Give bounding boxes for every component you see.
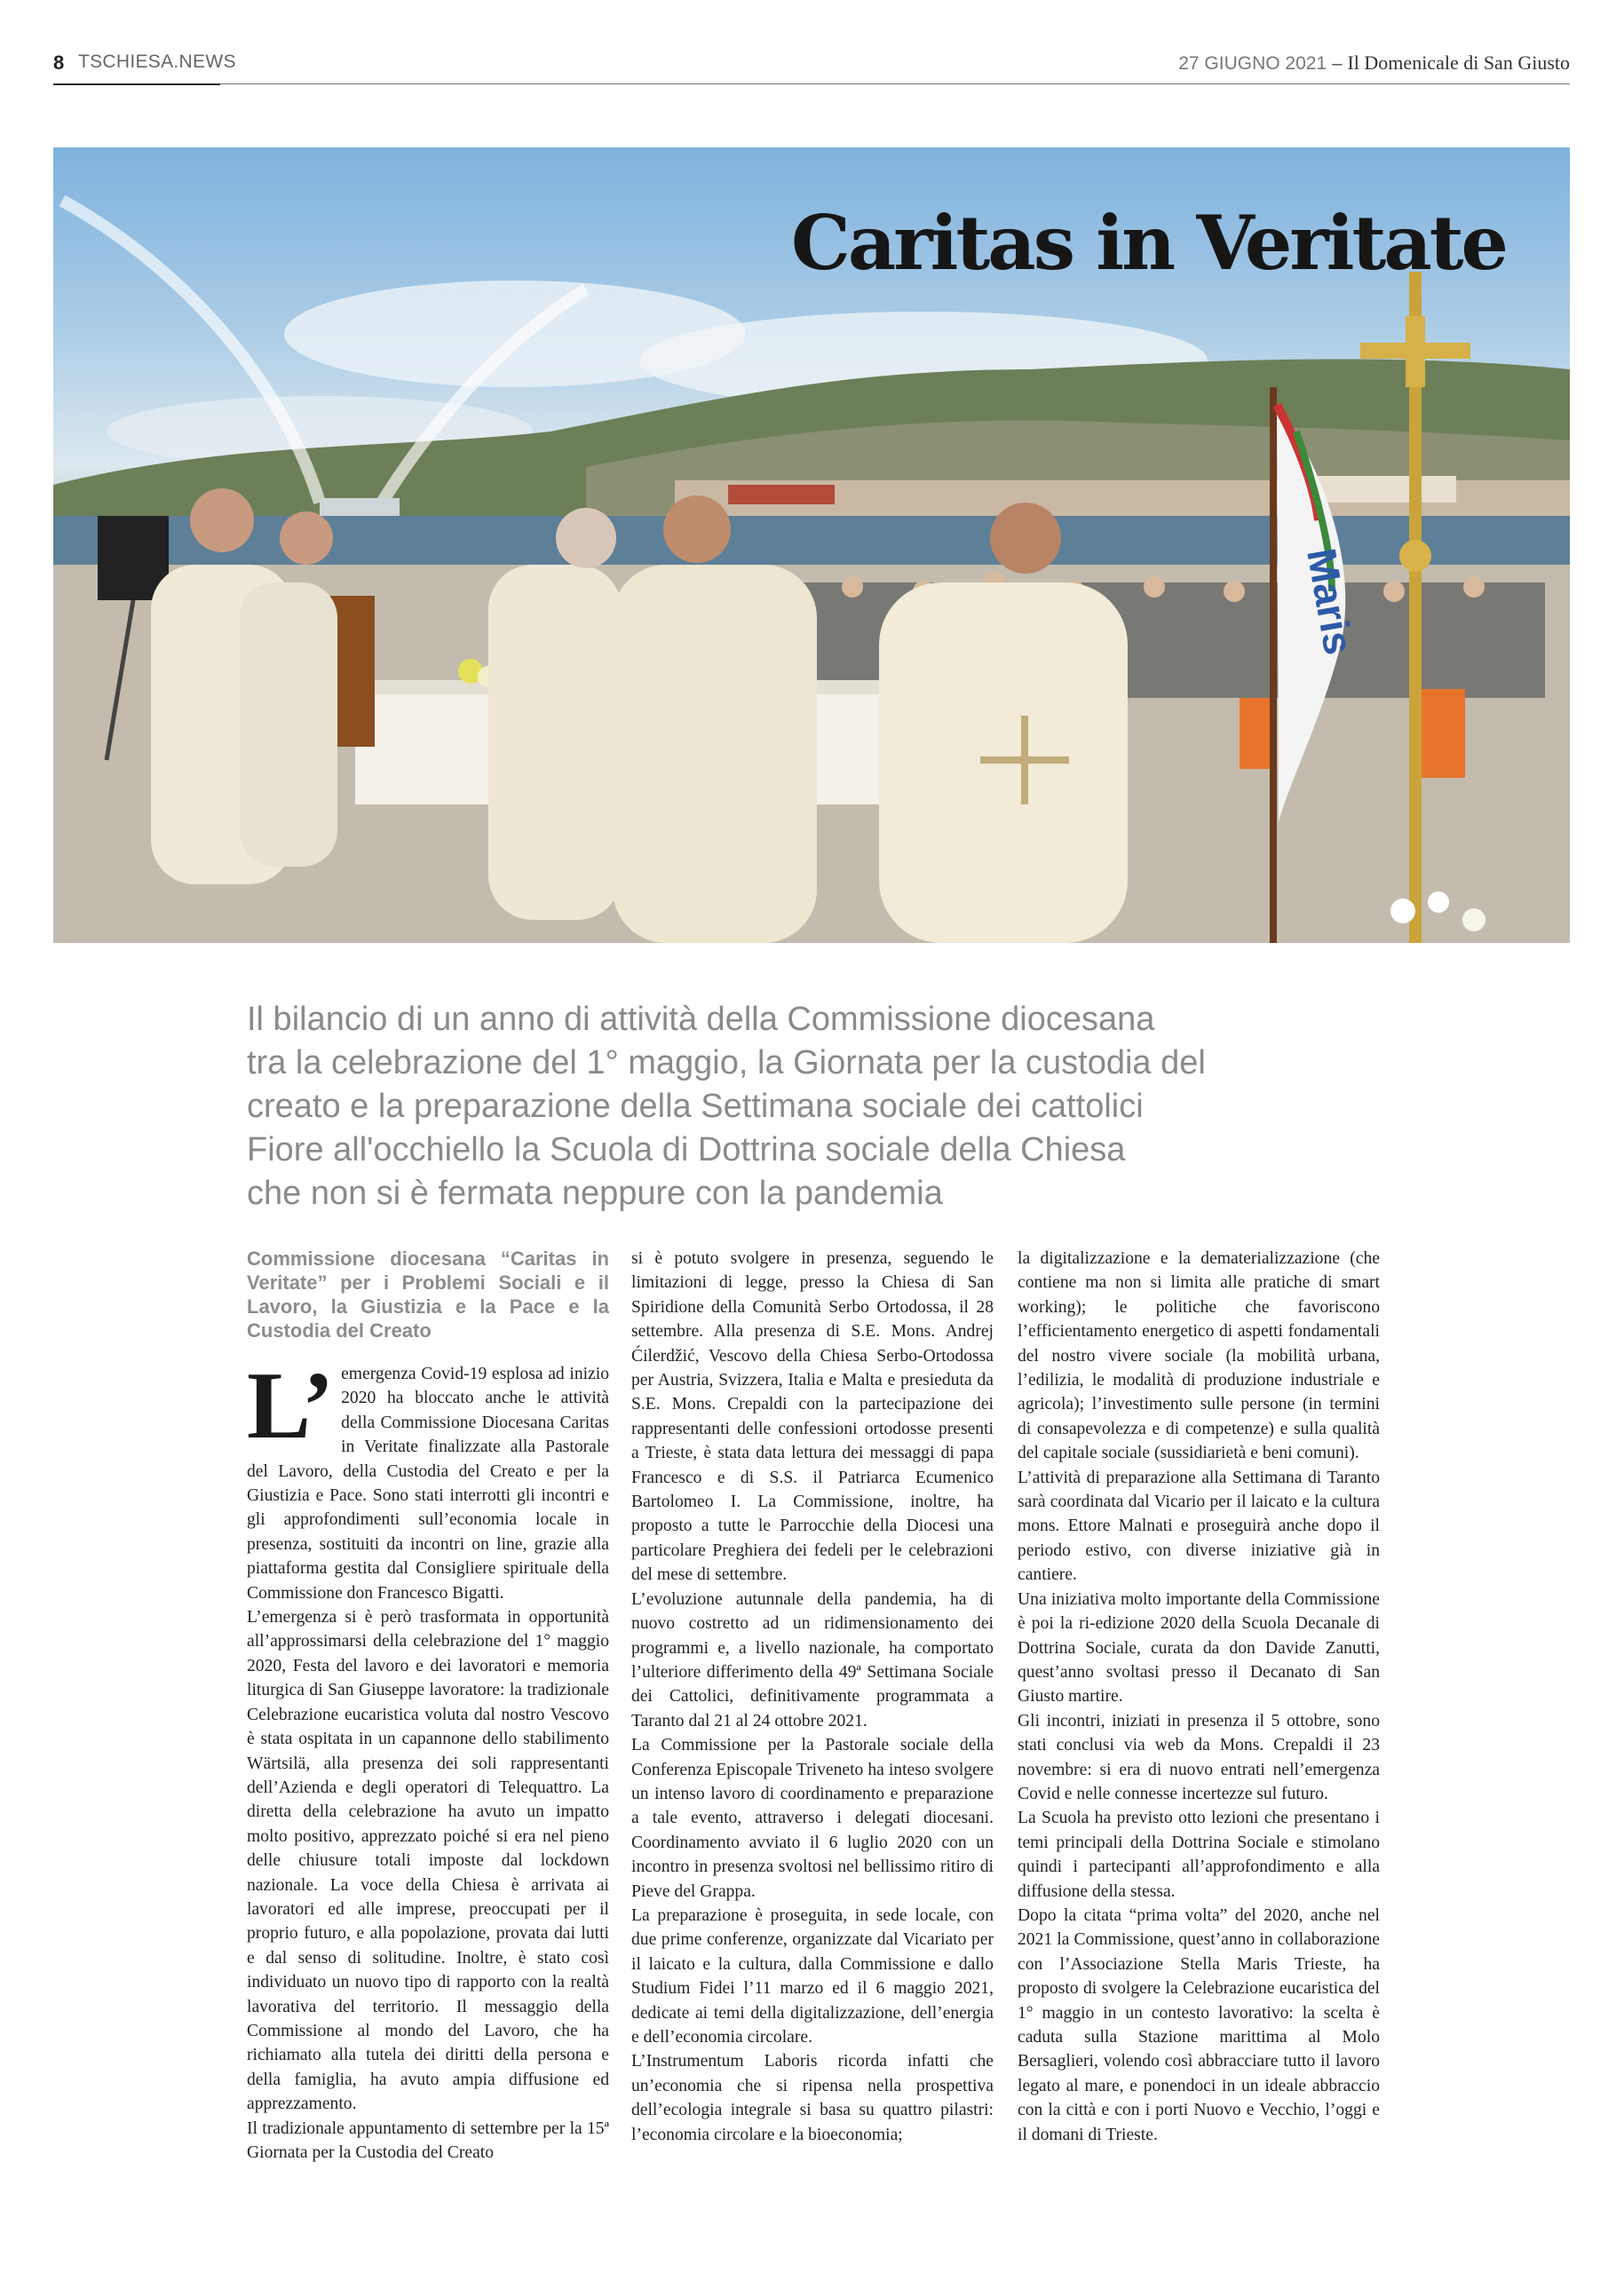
article-paragraph: La Commissione per la Pastorale sociale della Conferenza Episcopale Triveneto ha inteso svolgere un intenso lavoro di coordinamento e preparazione a tale evento, attraverso i delegati diocesani. Coordinamento avviato il 6 luglio 2020 con un incontro in presenza svoltosi nel bellissimo ritiro di Pieve del Grappa.: [631, 1736, 994, 1901]
article-title: Caritas in Veritate: [791, 199, 1506, 287]
paragraph-text: emergenza Covid-19 esplosa ad inizio 2020 ha bloccato anche le attività della Commissione Diocesana Caritas in Veritate finalizzate alla Pastorale del Lavoro, della Custodia del Creato e per la Giustizia e Pace. Sono stati interrotti gli incontri e gli approfondimenti sull’economia locale in presenza, sostituiti da incontri on line, grazie alla piattaforma gestita dal Consigliere spirituale della Commissione don Francesco Bigatti.: [247, 1365, 609, 1603]
article-paragraph: La Scuola ha previsto otto lezioni che presentano i temi principali della Dottrina Sociale e stimolano quindi i partecipanti all’approfondimento e alla diffusione della stessa.: [1018, 1809, 1380, 1901]
article-paragraph: Gli incontri, iniziati in presenza il 5 ottobre, sono stati conclusi via web da Mons. Crepaldi il 23 novembre: si era di nuovo entrati nell’emergenza Covid e nelle connesse incertezze sul futuro.: [1018, 1711, 1380, 1803]
article-column-1: [247, 1247, 609, 2165]
header-separator: –: [1327, 53, 1348, 74]
header-rule: [220, 83, 1570, 84]
page-number: 8: [53, 51, 65, 74]
header-rule-accent: [53, 83, 220, 85]
deck-line: tra la celebrazione del 1° maggio, la Giornata per la custodia del: [247, 1044, 1206, 1081]
article-column-2: [631, 1247, 994, 2147]
header-right: [1178, 51, 1570, 75]
running-header: [53, 48, 1570, 83]
article-paragraph: [247, 1353, 609, 1605]
article-paragraph: L’emergenza si è però trasformata in opportunità all’approssimarsi della celebrazione del 1° maggio 2020, Festa del lavoro e dei lavoratori e memoria liturgica di San Giuseppe lavoratore: la tradizionale Celebrazione eucaristica voluta dal nostro Vescovo è stata ospitata in un capannone dello stabilimento Wärtsilä, alla presenza dei soli rappresentanti dell’Azienda e degli operatori di Telequattro. La diretta della celebrazione ha avuto un impatto molto positivo, apprezzato poiché si era nel pieno delle chiusure totali imposte dal lockdown nazionale. La voce della Chiesa è arrivata ai lavoratori ed alle imprese, preoccupati per il proprio futuro, e alla popolazione, provata dai lutti e dal senso di solitudine. Inoltre, è stato così individuato un nuovo tipo di rapporto con la realtà lavorativa del territorio. Il messaggio della Commissione al mondo del Lavoro, che ha richiamato alla tutela dei diritti della persona e della famiglia, ha avuto ampia diffusione ed apprezzamento.: [247, 1608, 609, 2114]
article-paragraph: Dopo la citata “prima volta” del 2020, anche nel 2021 la Commissione, quest’anno in collaborazione con l’Associazione Stella Maris Trieste, ha proposto di svolgere la Celebrazione eucaristica del 1° maggio in un contesto lavorativo: la scelta è caduta sulla Stazione marittima al Molo Bersaglieri, volendo così abbracciare tutto il lavoro legato al mare, e ponendoci in un ideale abbraccio con la città e con i porti Nuovo e Vecchio, l’oggi e il domani di Trieste.: [1018, 1905, 1380, 2144]
article-column-3: [1018, 1247, 1380, 2147]
article-paragraph: la digitalizzazione e la dematerializzazione (che contiene ma non si limita alle pratiche di smart working); le politiche che favoriscono l’efficientamento energetico di aspetti fondamentali del nostro vivere sociale (la mobilità urbana, l’edilizia, le modalità di produzione industriale e agricola); l’investimento sulle persone (in termini di consapevolezza e di competenze) e sulla qualità del capitale sociale (sussidiarietà e beni comuni).: [1018, 1249, 1380, 1463]
article-deck: [247, 998, 1401, 1216]
site-name: TSCHIESA.NEWS: [78, 51, 236, 72]
article-paragraph: L’attività di preparazione alla Settimana di Taranto sarà coordinata dal Vicario per il laicato e la cultura mons. Ettore Malnati e proseguirà anche dopo il periodo estivo, con diverse iniziative già in cantiere.: [1018, 1468, 1380, 1585]
deck-line: che non si è fermata neppure con la pandemia: [247, 1175, 943, 1212]
article-paragraph: La preparazione è proseguita, in sede locale, con due prime conferenze, organizzate dal Vicariato per il laicato e la cultura, dalla Commissione e dallo Studium Fidei l’11 marzo ed il 6 maggio 2021, dedicate ai temi della digitalizzazione, dell’energia e dell’economia circolare.: [631, 1905, 994, 2047]
article-byline: Commissione diocesana “Caritas in Veritate” per i Problemi Sociali e il Lavoro, la Giustizia e la Pace e la Custodia del Creato: [247, 1247, 609, 1342]
article-paragraph: Una iniziativa molto importante della Commissione è poi la ri-edizione 2020 della Scuola Decanale di Dottrina Sociale, curata da don Davide Zanutti, quest’anno svoltasi presso il Decanato di San Giusto martire.: [1018, 1589, 1380, 1707]
article-paragraph: L’evoluzione autunnale della pandemia, ha di nuovo costretto ad un ridimensionamento dei programmi e, a livello nazionale, ha comportato l’ulteriore differimento della 49ª Settimana Sociale dei Cattolici, definitivamente programmata a Taranto dal 21 al 24 ottobre 2021.: [631, 1589, 994, 1730]
drop-cap: L’: [247, 1353, 335, 1459]
deck-line: Il bilancio di un anno di attività della Commissione diocesana: [247, 1001, 1155, 1038]
article-paragraph: L’Instrumentum Laboris ricorda infatti che un’economia che si ripensa nella prospettiva dell’ecologia integrale si basa su quattro pilastri: l’economia circolare e la bioeconomia;: [631, 2052, 994, 2144]
flag-text: Maris: [1298, 544, 1363, 659]
issue-date: 27 GIUGNO 2021: [1178, 53, 1327, 74]
deck-line: creato e la preparazione della Settimana sociale dei cattolici: [247, 1088, 1144, 1125]
deck-line: Fiore all'occhiello la Scuola di Dottrina sociale della Chiesa: [247, 1131, 1126, 1168]
hero-photo: [53, 147, 1570, 943]
publication-name: Il Domenicale di San Giusto: [1347, 51, 1570, 74]
article-paragraph: Il tradizionale appuntamento di settembre per la 15ª Giornata per la Custodia del Creato: [247, 2119, 609, 2162]
article-paragraph: si è potuto svolgere in presenza, seguendo le limitazioni di legge, presso la Chiesa di San Spiridione della Comunità Serbo Ortodossa, il 28 settembre. Alla presenza di S.E. Mons. Andrej Ćilerdžić, Vescovo della Chiesa Serbo-Ortodossa per Austria, Svizzera, Italia e Malta e presieduta da S.E. Mons. Crepaldi con la partecipazione dei rappresentanti delle confessioni ortodosse presenti a Trieste, è stata data lettura dei messaggi di papa Francesco e di S.S. il Patriarca Ecumenico Bartolomeo I. La Commissione, inoltre, ha proposto a tutte le Parrocchie della Diocesi una particolare Preghiera dei fedeli per le celebrazioni del mese di settembre.: [631, 1249, 994, 1585]
